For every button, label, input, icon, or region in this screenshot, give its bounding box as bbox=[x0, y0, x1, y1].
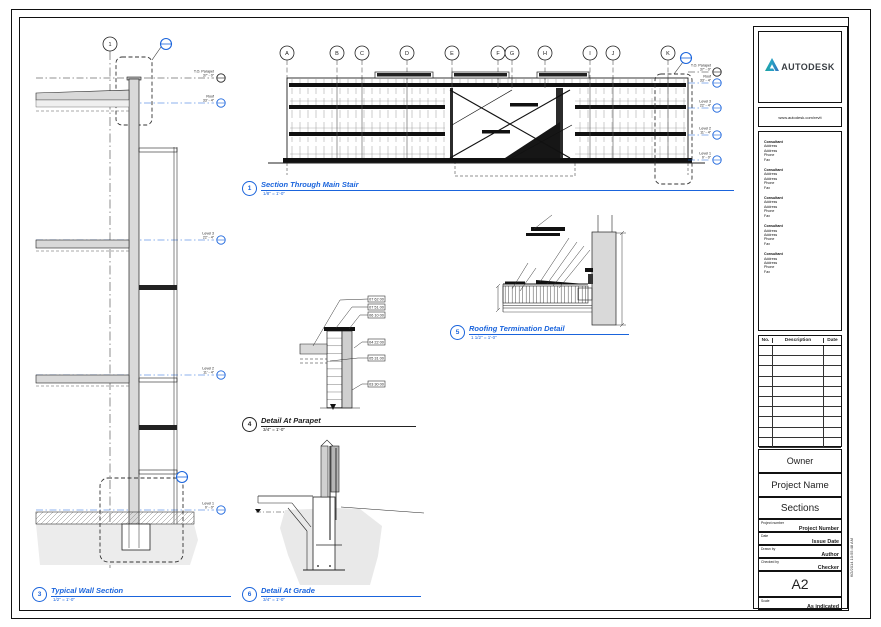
consultant-block: Consultant Address Address Phone Fax bbox=[764, 196, 783, 218]
level-name: Level 3 bbox=[202, 231, 214, 236]
view-title-bubble: 6 bbox=[242, 587, 257, 602]
consultant-block: Consultant Address Address Phone Fax bbox=[764, 168, 783, 190]
view-title-text: Section Through Main Stair bbox=[261, 180, 734, 191]
level-name: T.O. Parapet bbox=[193, 69, 214, 74]
grid-letter: E bbox=[450, 51, 454, 57]
revision-row bbox=[759, 377, 841, 387]
autodesk-logo-icon bbox=[765, 58, 779, 76]
view-title-text: Typical Wall Section bbox=[51, 586, 231, 597]
grid-letter: 1 bbox=[108, 42, 112, 48]
view-title-bubble: 5 bbox=[450, 325, 465, 340]
keynote-tag: 05 31 00 bbox=[369, 356, 384, 361]
keynote-tag: 06 10 00 bbox=[369, 313, 384, 318]
revision-row bbox=[759, 346, 841, 356]
view-title-text: Detail At Parapet bbox=[261, 416, 416, 427]
revision-table bbox=[758, 335, 842, 447]
sheet-number-field: A2 bbox=[758, 571, 842, 597]
brand-text: AUTODESK bbox=[781, 62, 835, 72]
grid-letter: F bbox=[496, 51, 500, 57]
level-name: Level 1 bbox=[699, 151, 711, 156]
keynote-tag: 03 30 00 bbox=[369, 382, 384, 387]
consultant-block: Consultant Address Address Phone Fax bbox=[764, 252, 783, 274]
level-name: Level 3 bbox=[699, 99, 711, 104]
level-elev: 0' - 0" bbox=[204, 505, 214, 510]
revision-row bbox=[759, 417, 841, 427]
grid-letter: C bbox=[360, 51, 364, 57]
revision-row bbox=[759, 366, 841, 376]
revision-row bbox=[759, 438, 841, 448]
view-title-bubble: 1 bbox=[242, 181, 257, 196]
project-number-row: Project number Project Number bbox=[758, 519, 842, 532]
level-elev: 11' - 4" bbox=[700, 130, 711, 135]
scale-row: Scale As indicated bbox=[758, 597, 842, 610]
section-level-markers bbox=[688, 64, 721, 165]
title-block bbox=[753, 26, 848, 609]
website-text: www.autodesk.com/revit bbox=[778, 114, 822, 120]
revision-row bbox=[759, 407, 841, 417]
stair-linework bbox=[445, 88, 575, 158]
consultant-block: Consultant Address Address Phone Fax bbox=[764, 224, 783, 246]
checked-by-row: Checked by Checker bbox=[758, 558, 842, 571]
drawn-by-row: Drawn by Author bbox=[758, 545, 842, 558]
roofing-termination-detail-drawing bbox=[496, 215, 626, 327]
view-title-detail-at-parapet[interactable] bbox=[242, 416, 416, 432]
level-elev: 22' - 4" bbox=[699, 103, 711, 108]
grid-letter: G bbox=[509, 51, 515, 57]
level-elev: 33' - 4" bbox=[202, 98, 214, 103]
view-scale-text: 3/4" = 1'-0" bbox=[263, 597, 285, 602]
typical-wall-section-drawing bbox=[36, 37, 225, 568]
view-title-section-through-main-stair[interactable] bbox=[242, 180, 734, 196]
view-title-text: Detail At Grade bbox=[261, 586, 421, 597]
grid-letter: A bbox=[285, 51, 289, 57]
level-elev: 11' - 4" bbox=[203, 370, 214, 375]
level-elev: 37' - 0" bbox=[202, 73, 214, 78]
detail-at-parapet-drawing bbox=[300, 296, 385, 410]
level-name: Level 2 bbox=[202, 366, 214, 371]
view-title-bubble: 3 bbox=[32, 587, 47, 602]
grid-letter: K bbox=[666, 51, 670, 57]
view-title-bubble: 4 bbox=[242, 417, 257, 432]
view-title-roofing-termination-detail[interactable] bbox=[450, 324, 629, 340]
grid-letter: B bbox=[335, 51, 339, 57]
project-name-field: Project Name bbox=[758, 473, 842, 497]
view-title-detail-at-grade[interactable] bbox=[242, 586, 421, 602]
level-elev: 33' - 4" bbox=[699, 78, 711, 83]
grid-letter: I bbox=[589, 51, 591, 57]
detail-at-grade-drawing bbox=[255, 440, 424, 585]
level-name: Level 1 bbox=[202, 501, 214, 506]
keynote-tag: 07 51 00 bbox=[369, 305, 384, 310]
level-name: T.O. Parapet bbox=[690, 63, 711, 68]
grid-letter: J bbox=[611, 51, 615, 57]
website-box bbox=[758, 107, 842, 127]
level-name: Roof bbox=[206, 94, 214, 99]
level-name: Roof bbox=[703, 74, 711, 79]
date-row: Date Issue Date bbox=[758, 532, 842, 545]
keynote-tag: 04 22 00 bbox=[369, 340, 384, 345]
revision-header: No. Description Date bbox=[759, 336, 841, 346]
view-scale-text: 1/8" = 1'-0" bbox=[263, 191, 285, 196]
consultant-block: Consultant Address Address Phone Fax bbox=[764, 140, 783, 162]
grid-letter: H bbox=[543, 51, 547, 57]
keynote-tag: 07 62 00 bbox=[369, 297, 384, 302]
logo-box bbox=[758, 31, 842, 103]
level-elev: 22' - 4" bbox=[202, 235, 214, 240]
grid-letter: D bbox=[405, 51, 409, 57]
revision-row bbox=[759, 428, 841, 438]
sheet-title-field: Sections bbox=[758, 497, 842, 519]
level-elev: 37' - 0" bbox=[699, 67, 711, 72]
owner-field: Owner bbox=[758, 449, 842, 473]
view-scale-text: 1/2" = 1'-0" bbox=[53, 597, 75, 602]
revision-row bbox=[759, 356, 841, 366]
consultant-box bbox=[758, 131, 842, 331]
view-title-text: Roofing Termination Detail bbox=[469, 324, 629, 335]
level-name: Level 2 bbox=[699, 126, 711, 131]
keynote-tags bbox=[368, 296, 385, 387]
view-scale-text: 1 1/2" = 1'-0" bbox=[471, 335, 497, 340]
plot-stamp: 6/2/2014 10:55:48 AM bbox=[849, 538, 854, 578]
revision-row bbox=[759, 397, 841, 407]
view-title-typical-wall-section[interactable] bbox=[32, 586, 231, 602]
view-scale-text: 3/4" = 1'-0" bbox=[263, 427, 285, 432]
level-elev: 0' - 0" bbox=[701, 155, 711, 160]
section-through-main-stair-drawing bbox=[268, 46, 721, 184]
revision-row bbox=[759, 387, 841, 397]
